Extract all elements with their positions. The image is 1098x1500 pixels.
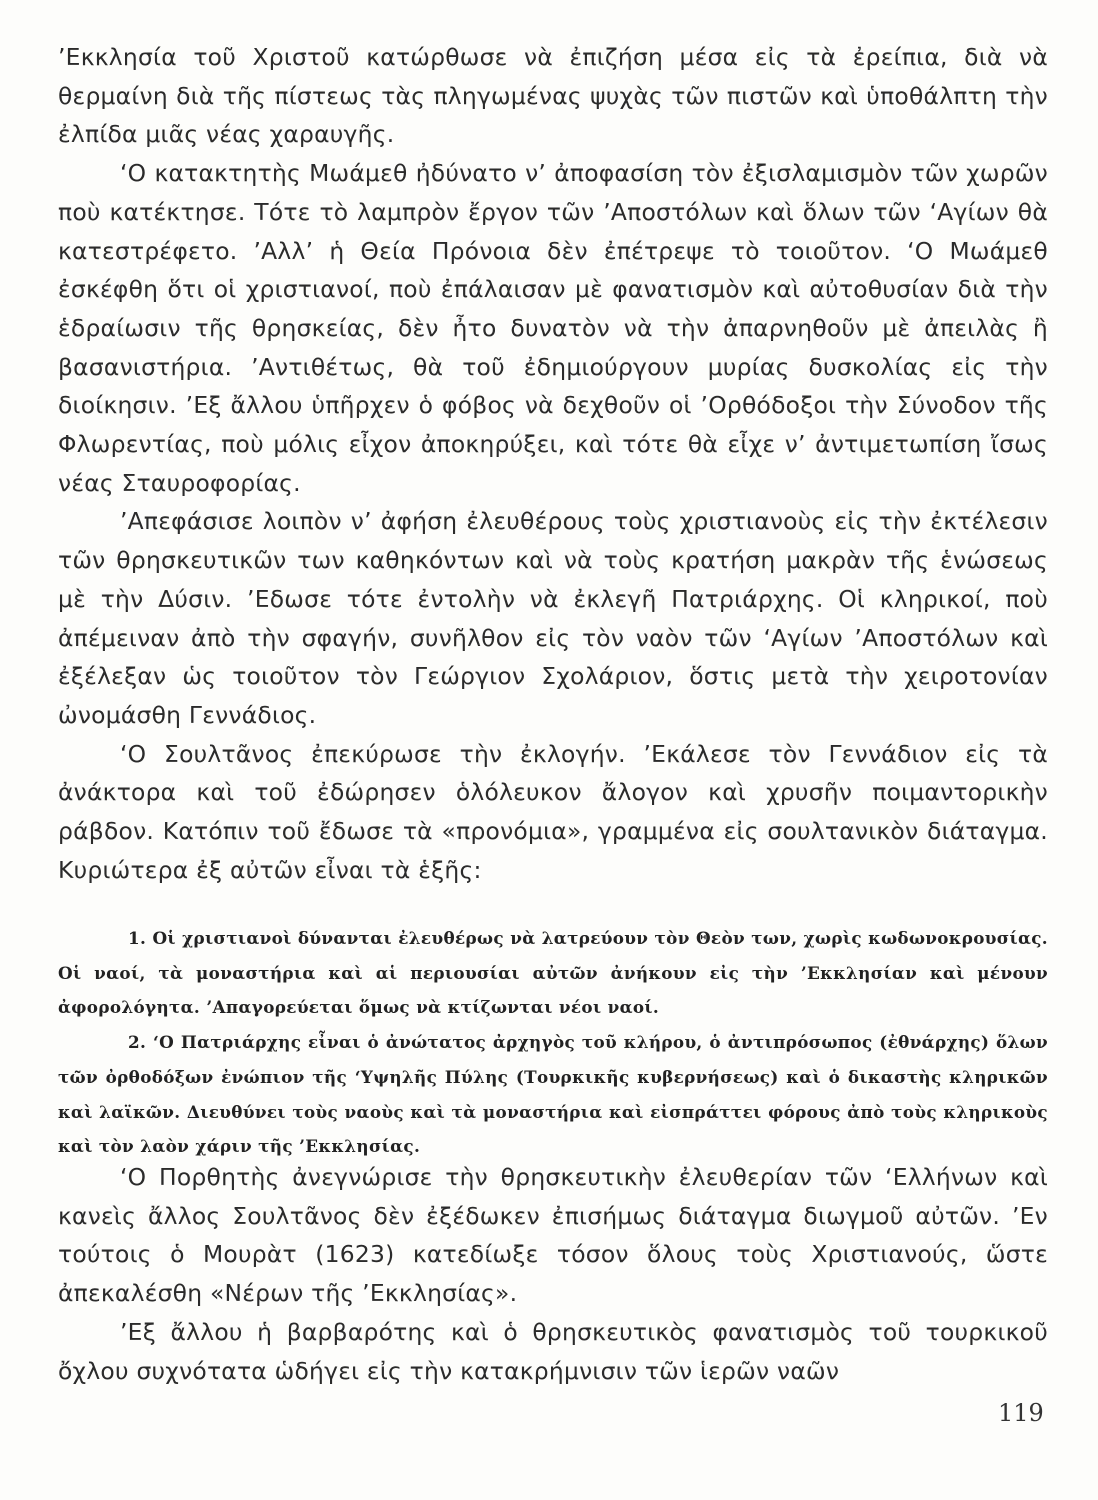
page-number: 119 [998, 1399, 1044, 1427]
privileges-list [58, 921, 1048, 1164]
privilege-item-1: 1. Οἱ χριστιανοὶ δύνανται ἐλευθέρως νὰ λατρεύουν τὸν Θεὸν των, χωρὶς κωδωνοκρουσίας. Οἱ ναοί, τὰ μοναστήρια καὶ αἱ περιουσίαι αὐτῶν ἀνήκουν εἰς τὴν ’Εκκλησίαν καὶ μένουν ἀφορολόγητα. ’Απαγορεύεται ὅμως νὰ κτίζωνται νέοι ναοί. [58, 928, 1048, 1018]
paragraph-mob-fanaticism: ’Εξ ἄλλου ἡ βαρβαρότης καὶ ὁ θρησκευτικὸς φανατισμὸς τοῦ τουρκικοῦ ὄχλου συχνότατα ὡδήγει εἰς τὴν κατακρήμνισιν τῶν ἱερῶν ναῶν [58, 1317, 1048, 1385]
paragraph-patriarch-election: ’Απεφάσισε λοιπὸν ν’ ἀφήση ἐλευθέρους τοὺς χριστιανοὺς εἰς τὴν ἐκτέλεσιν τῶν θρησκευτικῶν των καθηκόντων καὶ νὰ τοὺς κρατήση μακρὰν τῆς ἑνώσεως μὲ τὴν Δύσιν. ’Εδωσε τότε ἐντολὴν νὰ ἐκλεγῆ Πατριάρχης. Οἱ κληρικοί, ποὺ ἀπέμειναν ἀπὸ τὴν σφαγήν, συνῆλθον εἰς τὸν ναὸν τῶν ‘Αγίων ’Αποστόλων καὶ ἐξέλεξαν ὡς τοιοῦτον τὸν Γεώργιον Σχολάριον, ὅστις μετὰ τὴν χειροτονίαν ὠνομάσθη Γεννάδιος. [58, 507, 1048, 729]
paragraph-mehmed-decision: ‘Ο κατακτητὴς Μωάμεθ ἠδύνατο ν’ ἀποφασίση τὸν ἐξισλαμισμὸν τῶν χωρῶν ποὺ κατέκτησε. Τότε τὸ λαμπρὸν ἔργον τῶν ’Αποστόλων καὶ ὅλων τῶν ‘Αγίων θὰ κατεστρέφετο. ’Αλλ’ ἡ Θεία Πρόνοια δὲν ἐπέτρεψε τὸ τοιοῦτον. ‘Ο Μωάμεθ ἐσκέφθη ὅτι οἱ χριστιανοί, ποὺ ἐπάλαισαν μὲ φανατισμὸν καὶ αὐτοθυσίαν διὰ τὴν ἑδραίωσιν τῆς θρησκείας, δὲν ἦτο δυνατὸν νὰ τὴν ἀπαρνηθοῦν μὲ ἀπειλὰς ἢ βασανιστήρια. ’Αντιθέτως, θὰ τοῦ ἐδημιούργουν μυρίας δυσκολίας εἰς τὴν διοίκησιν. ’Εξ ἄλλου ὑπῆρχεν ὁ φόβος νὰ δεχθοῦν οἱ ’Ορθόδοξοι τὴν Σύνοδον τῆς Φλωρεντίας, ποὺ μόλις εἶχον ἀποκηρύξει, καὶ τότε θὰ εἶχε ν’ ἀντιμετωπίση ἴσως νέας Σταυροφορίας. [58, 159, 1048, 497]
privilege-item-2: 2. ‘Ο Πατριάρχης εἶναι ὁ ἀνώτατος ἀρχηγὸς τοῦ κλήρου, ὁ ἀντιπρόσωπος (ἐθνάρχης) ὅλων τῶν ὀρθοδόξων ἐνώπιον τῆς ‘Υψηλῆς Πύλης (Τουρκικῆς κυβερνήσεως) καὶ ὁ δικαστὴς κληρικῶν καὶ λαϊκῶν. Διευθύνει τοὺς ναοὺς καὶ τὰ μοναστήρια καὶ εἰσπράττει φόρους ἀπὸ τοὺς κληρικοὺς καὶ τὸν λαὸν χάριν τῆς ’Εκκλησίας. [58, 1032, 1048, 1157]
paragraph-sultan-privileges: ‘Ο Σουλτᾶνος ἐπεκύρωσε τὴν ἐκλογήν. ’Εκάλεσε τὸν Γεννάδιον εἰς τὰ ἀνάκτορα καὶ τοῦ ἐδώρησεν ὁλόλευκον ἄλογον καὶ χρυσῆν ποιμαντορικὴν ράβδον. Κατόπιν τοῦ ἔδωσε τὰ «προνόμια», γραμμένα εἰς σουλτανικὸν διάταγμα. Κυριώτερα ἐξ αὐτῶν εἶναι τὰ ἑξῆς: [58, 739, 1048, 884]
paragraph-church-survival: ’Εκκλησία τοῦ Χριστοῦ κατώρθωσε νὰ ἐπιζήση μέσα εἰς τὰ ἐρείπια, διὰ νὰ θερμαίνη διὰ τῆς πίστεως τὰς πληγωμένας ψυχὰς τῶν πιστῶν καὶ ὑποθάλπτη τὴν ἐλπίδα μιᾶς νέας χαραυγῆς. [58, 43, 1048, 149]
body-text-bottom [58, 1158, 1048, 1390]
body-text-top [58, 38, 1048, 889]
paragraph-conqueror-recognition: ‘Ο Πορθητὴς ἀνεγνώρισε τὴν θρησκευτικὴν ἐλευθερίαν τῶν ‘Ελλήνων καὶ κανεὶς ἄλλος Σουλτᾶνος δὲν ἐξέδωκεν ἐπισήμως διάταγμα διωγμοῦ αὐτῶν. ’Εν τούτοις ὁ Μουρὰτ (1623) κατεδίωξε τόσον ὅλους τοὺς Χριστιανούς, ὥστε ἀπεκαλέσθη «Νέρων τῆς ’Εκκλησίας». [58, 1163, 1048, 1308]
